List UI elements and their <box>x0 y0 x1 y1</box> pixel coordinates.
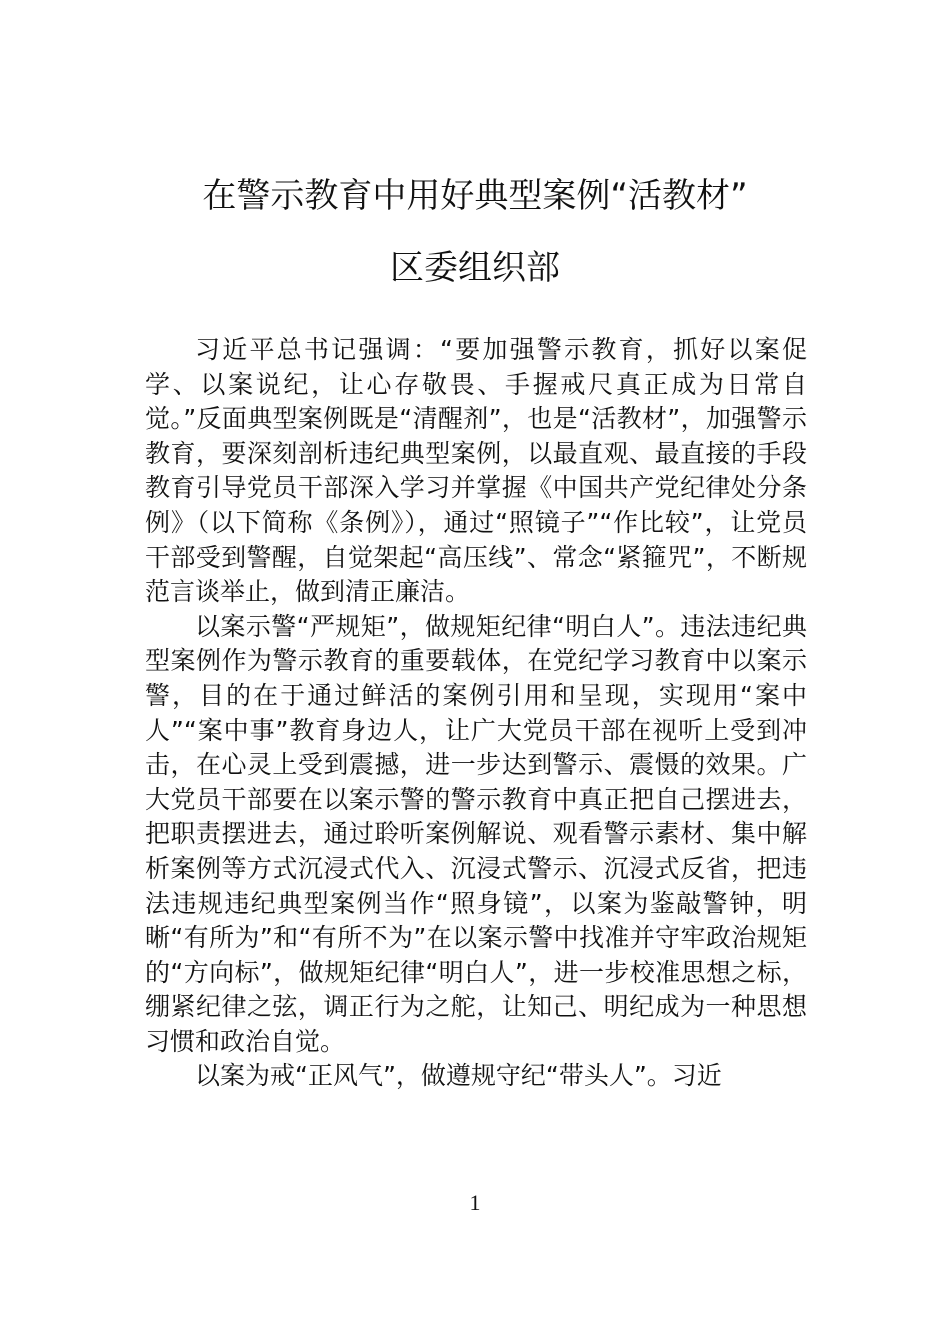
paragraph: 习近平总书记强调：“要加强警示教育，抓好以案促学、以案说纪，让心存敬畏、手握戒尺真正成为日常自觉。”反面典型案例既是“清醒剂”，也是“活教材”，加强警示教育，要深刻剖析违纪典型案例，以最直观、最直接的手段教育引导党员干部深入学习并掌握《中国共产党纪律处分条例》（以下简称《条例》），通过“照镜子”“作比较”，让党员干部受到警醒，自觉架起“高压线”、常念“紧箍咒”，不断规范言谈举止，做到清正廉洁。 <box>145 335 807 607</box>
paragraph: 以案示警“严规矩”，做规矩纪律“明白人”。违法违纪典型案例作为警示教育的重要载体，在党纪学习教育中以案示警，目的在于通过鲜活的案例引用和呈现，实现用“案中人”“案中事”教育身边人，让广大党员干部在视听上受到冲击，在心灵上受到震撼，进一步达到警示、震慑的效果。广大党员干部要在以案示警的警示教育中真正把自己摆进去，把职责摆进去，通过聆听案例解说、观看警示素材、集中解析案例等方式沉浸式代入、沉浸式警示、沉浸式反省，把违法违规违纪典型案例当作“照身镜”，以案为鉴敲警钟，明晰“有所为”和“有所不为”在以案示警中找准并守牢政治规矩的“方向标”，做规矩纪律“明白人”，进一步校准思想之标，绷紧纪律之弦，调正行为之舵，让知己、明纪成为一种思想习惯和政治自觉。 <box>145 611 807 1056</box>
document-body <box>145 333 807 1094</box>
document-title: 在警示教育中用好典型案例“活教材” <box>202 176 748 216</box>
page-number: 1 <box>469 1190 481 1215</box>
document-author: 区委组织部 <box>390 248 560 288</box>
paragraph: 以案为戒“正风气”，做遵规守纪“带头人”。习近 <box>195 1061 722 1091</box>
